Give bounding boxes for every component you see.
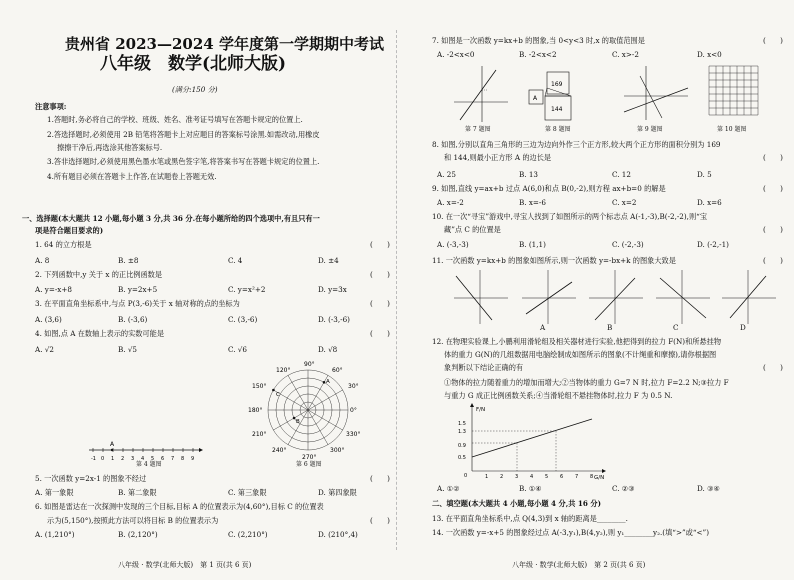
q12-xtick: 2	[500, 474, 504, 480]
q6-stem-1: 6. 如图是雷达在一次探测中发现的三个目标,目标 A 的位置表示为(4,60°),目标 C 的位置表	[35, 502, 324, 511]
q9-answer-paren: ( )	[763, 184, 783, 193]
q2-stem: 2. 下列函数中,y 关于 x 的正比例函数是	[35, 270, 163, 279]
q6-option-a: A. (1,210°)	[35, 530, 75, 539]
q12-graph	[452, 403, 612, 481]
q10-option-d: D. (-2,-1)	[697, 240, 729, 249]
q1-option-d: D. ±4	[318, 256, 339, 265]
q2-answer-paren: ( )	[370, 270, 390, 279]
q11-graph	[722, 270, 776, 324]
q4-stem: 4. 如图,点 A 在数轴上表示的实数可能是	[35, 329, 165, 338]
footer-left: 八年级 · 数学(北师大版) 第 1 页(共 6 页)	[118, 561, 252, 569]
q8-option-c: C. 12	[612, 170, 631, 179]
q3-option-b: B. (-3,6)	[118, 315, 148, 324]
q7-answer-paren: ( )	[763, 36, 783, 45]
q5-stem: 5. 一次函数 y=2x-1 的图象不经过	[35, 474, 147, 483]
q6-stem-2: 示为(5,150°),按照此方法可以将目标 B 的位置表示为	[47, 516, 219, 525]
q3-option-c: C. (3,-6)	[228, 315, 258, 324]
radar-angle-60: 60°	[332, 367, 343, 374]
q12-xtick: 8	[590, 474, 594, 480]
number-line-tick-label: 1	[111, 456, 115, 462]
score-note: (满分:150 分)	[172, 85, 218, 94]
q3-answer-paren: ( )	[370, 299, 390, 308]
q9-option-d: D. x=6	[697, 198, 722, 207]
q12-xtick: 7	[575, 474, 579, 480]
q8-option-b: B. 13	[519, 170, 538, 179]
q12-option-b: B. ①④	[519, 484, 542, 493]
note-item: 3.答非选择题时,必须使用黑色墨水笔或黑色签字笔,将答案书写在答题卡规定的位置上.	[47, 157, 320, 166]
q3-stem: 3. 在平面直角坐标系中,与点 P(3,-6)关于 x 轴对称的点的坐标为	[35, 299, 240, 308]
q11-stem: 11. 一次函数 y=kx+b 的图象如图所示,则一次函数 y=-bx+k 的图象大致是	[432, 256, 676, 265]
q12-xlabel: G/N	[594, 475, 605, 481]
q8-option-a: A. 25	[437, 170, 456, 179]
section1-title-cont: 项是符合题目要求的)	[35, 226, 104, 235]
q4-option-d: D. √8	[318, 345, 338, 354]
radar-point-a: A	[326, 379, 330, 385]
radar-point-b: B	[296, 419, 300, 425]
radar-figure	[250, 360, 365, 465]
number-line-tick-label: 8	[181, 456, 185, 462]
number-line-tick-label: -1	[91, 456, 96, 462]
q12-ytick: 1.3	[458, 429, 466, 435]
q12-xtick: 4	[530, 474, 534, 480]
q11-option-d: D	[740, 323, 746, 332]
q12-ylabel: F/N	[476, 407, 486, 413]
fig7-label: 第 7 题图	[465, 126, 491, 133]
number-line-tick-label: 7	[171, 456, 175, 462]
note-item: 擦擦干净后,再选涂其他答案标号.	[57, 143, 163, 152]
q12-ytick: 0.9	[458, 443, 466, 449]
q12-option-c: C. ②③	[612, 484, 635, 493]
notes-heading: 注意事项:	[35, 102, 67, 111]
q14-stem: 14. 一次函数 y=-x+5 的图象经过点 A(-3,y₁),B(4,y₂),则 y₁________y₂.(填“>”或“<”)	[432, 528, 710, 537]
exam-subtitle: 八年级 数学(北师大版)	[100, 54, 287, 74]
q7-option-b: B. -2<x<2	[519, 50, 557, 59]
q11-graphs	[452, 268, 782, 330]
q9-stem: 9. 如图,直线 y=ax+b 过点 A(6,0)和点 B(0,-2),则方程 ax+b=0 的解是	[432, 184, 666, 193]
q10-stem-2: 藏”点 C 的位置是	[444, 225, 501, 234]
q11-graph	[656, 270, 710, 324]
q11-option-a: A	[540, 323, 546, 332]
radar-angle-90: 90°	[304, 361, 315, 368]
q5-option-c: C. 第三象限	[228, 488, 267, 497]
q12-line-4: ①物体的拉力随着重力的增加而增大;②当物体的重力 G=7 N 时,拉力 F=2.2 N;③拉力 F	[444, 378, 729, 387]
q11-option-b: B	[607, 323, 613, 332]
q12-ytick: 0.5	[458, 455, 466, 461]
q6-option-c: C. (2,210°)	[228, 530, 268, 539]
q7-option-d: D. x<0	[697, 50, 722, 59]
q12-ytick: 0	[464, 473, 468, 479]
fig4-label: 第 4 题图	[136, 461, 162, 468]
q10-answer-paren: ( )	[763, 225, 783, 234]
section1-title: 一、选择题(本大题共 12 小题,每小题 3 分,共 36 分.在每小题所给的四个选项中,有且只有一	[22, 214, 320, 223]
point-a-marker	[111, 449, 113, 451]
q4-option-b: B. √5	[118, 345, 138, 354]
q3-option-d: D. (-3,-6)	[318, 315, 350, 324]
q2-option-a: A. y=-x+8	[35, 285, 72, 294]
q7-option-a: A. -2<x<0	[437, 50, 475, 59]
q4-answer-paren: ( )	[370, 329, 390, 338]
number-line-tick-label: 9	[191, 456, 195, 462]
q2-option-b: B. y=2x+5	[118, 285, 158, 294]
q7-stem: 7. 如图是一次函数 y=kx+b 的图象,当 0<y<3 时,x 的取值范围是	[432, 36, 645, 45]
q12-ytick: 1.5	[458, 421, 466, 427]
q12-xtick: 1	[485, 474, 489, 480]
fig8-label: 第 8 题图	[545, 126, 571, 133]
q11-graph	[522, 270, 576, 324]
q1-option-a: A. 8	[35, 256, 50, 265]
section2-title: 二、填空题(本大题共 4 小题,每小题 4 分,共 16 分)	[432, 499, 602, 508]
q11-graph	[589, 270, 643, 324]
q1-option-c: C. 4	[228, 256, 243, 265]
number-line-tick-label: 2	[121, 456, 125, 462]
q8-answer-paren: ( )	[763, 153, 783, 162]
q11-graph	[454, 270, 508, 324]
q8-stem-1: 8. 如图,分别以直角三角形的三边为边向外作三个正方形,较大两个正方形的面积分别为 169	[432, 140, 721, 149]
q4-option-c: C. √6	[228, 345, 247, 354]
fig10-grid	[707, 62, 767, 124]
q3-option-a: A. (3,6)	[35, 315, 62, 324]
q4-option-a: A. √2	[35, 345, 54, 354]
q8-option-d: D. 5	[697, 170, 712, 179]
q5-option-a: A. 第一象限	[35, 488, 74, 497]
q9-option-b: B. x=-6	[519, 198, 546, 207]
square-144-label: 144	[551, 106, 563, 113]
q12-xtick: 6	[560, 474, 564, 480]
number-line-tick-label: 3	[131, 456, 135, 462]
q11-answer-paren: ( )	[763, 256, 783, 265]
note-item: 1.答题时,务必将自己的学校、班级、姓名、准考证号填写在答题卡规定的位置上.	[47, 115, 303, 124]
q12-line-5: 与重力 G 成正比例函数关系;④当滑轮组不悬挂物体时,拉力 F 为 0.5 N.	[444, 391, 673, 400]
fig10-label: 第 10 题图	[717, 126, 747, 133]
q12-xtick: 3	[515, 474, 519, 480]
q5-option-b: B. 第二象限	[118, 488, 157, 497]
square-169-label: 169	[551, 81, 563, 88]
q6-option-b: B. (2,120°)	[118, 530, 158, 539]
q1-stem: 1. 64 的立方根是	[35, 240, 92, 249]
q12-answer-paren: ( )	[763, 363, 783, 372]
radar-angle-180: 180°	[248, 407, 263, 414]
q9-option-a: A. x=-2	[437, 198, 464, 207]
fig6-label: 第 6 题图	[296, 461, 322, 468]
radar-angle-270: 270°	[302, 454, 317, 461]
q7-option-c: C. x>-2	[612, 50, 639, 59]
footer-right: 八年级 · 数学(北师大版) 第 2 页(共 6 页)	[512, 561, 646, 569]
q5-answer-paren: ( )	[370, 474, 390, 483]
q12-line-3: 象判断以下结论正确的有	[444, 363, 524, 372]
radar-angle-150: 150°	[252, 383, 267, 390]
q10-option-c: C. (-2,-3)	[612, 240, 644, 249]
q6-answer-paren: ( )	[370, 516, 390, 525]
radar-angle-30: 30°	[348, 383, 359, 390]
q1-answer-paren: ( )	[370, 240, 390, 249]
q2-option-d: D. y=3x	[318, 285, 347, 294]
q12-line-1: 12. 在物理实验课上,小鹏利用滑轮组及相关器材进行实验,他把得到的拉力 F(N)和所悬挂物	[432, 337, 722, 346]
note-item: 2.答选择题时,必须使用 2B 铅笔将答题卡上对应题目的答案标号涂黑.如需改动,用橡皮	[47, 130, 320, 139]
point-a-label: A	[110, 441, 115, 448]
note-item: 4.所有题目必须在答题卡上作答,在试题卷上答题无效.	[47, 172, 217, 181]
radar-angle-0: 0°	[350, 407, 357, 414]
number-line-tick-label: 6	[161, 456, 165, 462]
radar-angle-300: 300°	[330, 447, 345, 454]
number-line-tick-label: 4	[141, 456, 145, 462]
q9-option-c: C. x=2	[612, 198, 637, 207]
fig7-graph	[452, 62, 512, 124]
fig9-label: 第 9 题图	[637, 126, 663, 133]
radar-angle-330: 330°	[346, 431, 361, 438]
number-line-tick-label: 5	[151, 456, 155, 462]
radar-point-c: C	[276, 392, 280, 398]
q2-option-c: C. y=x²+2	[228, 285, 266, 294]
q10-option-a: A. (-3,-3)	[437, 240, 469, 249]
square-a-label: A	[533, 95, 538, 102]
number-line-tick-label: 0	[101, 456, 105, 462]
q1-option-b: B. ±8	[118, 256, 139, 265]
q12-line-2: 体的重力 G(N)的几组数据用电脑绘制成如图所示的图象(不计绳重和摩擦),请你根据图	[444, 350, 717, 359]
q12-option-a: A. ①②	[437, 484, 460, 493]
radar-angle-240: 240°	[272, 447, 287, 454]
exam-title: 贵州省 2023—2024 学年度第一学期期中考试	[65, 35, 384, 53]
fig8-squares	[527, 62, 589, 124]
fig9-graph	[622, 62, 692, 124]
q6-option-d: D. (210°,4)	[318, 530, 358, 539]
q12-option-d: D. ③④	[697, 484, 720, 493]
q13-stem: 13. 在平面直角坐标系中,点 Q(4,3)到 x 轴的距离是________.	[432, 514, 628, 523]
radar-angle-210: 210°	[252, 431, 267, 438]
q12-xtick: 5	[545, 474, 549, 480]
q10-option-b: B. (1,1)	[519, 240, 546, 249]
q10-stem-1: 10. 在一次“寻宝”游戏中,寻宝人找到了如图所示的两个标志点 A(-1,-3),B(-2,-2),则“宝	[432, 212, 708, 221]
q5-option-d: D. 第四象限	[318, 488, 357, 497]
q8-stem-2: 和 144,则最小正方形 A 的边长是	[444, 153, 552, 162]
q11-option-c: C	[673, 323, 679, 332]
page-right	[397, 0, 794, 580]
radar-angle-120: 120°	[276, 367, 291, 374]
